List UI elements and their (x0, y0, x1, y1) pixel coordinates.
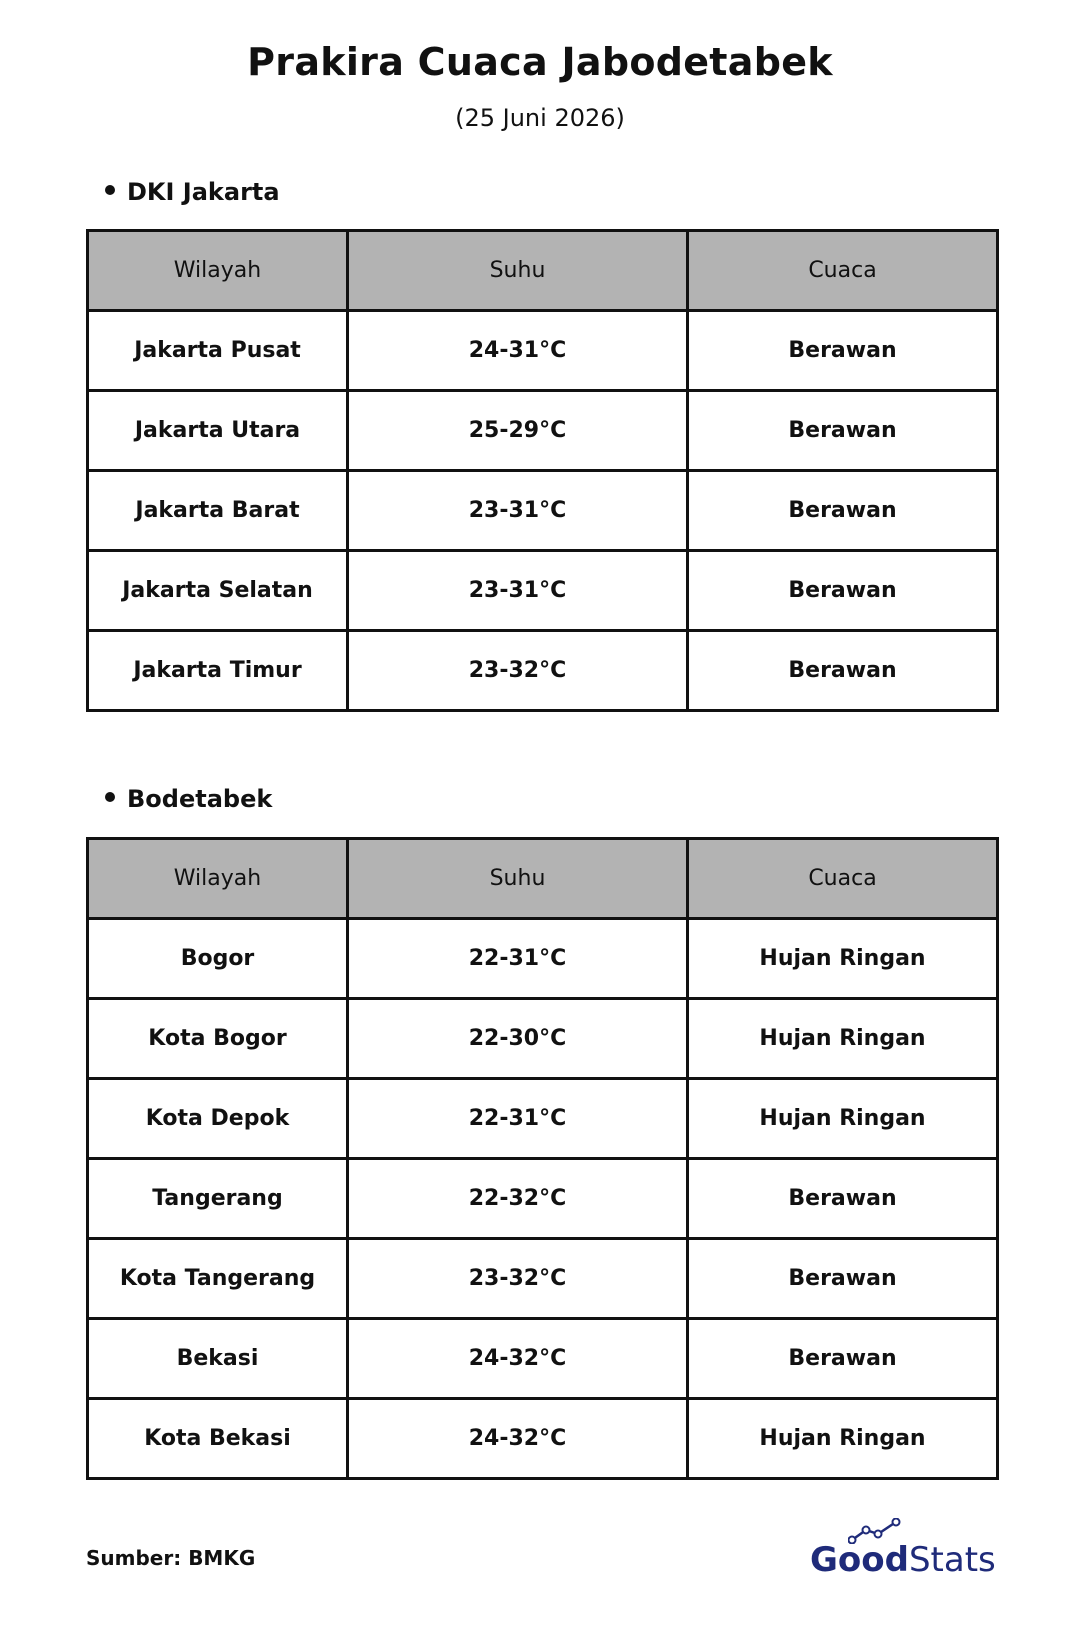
cell-wilayah: Jakarta Pusat (88, 311, 348, 391)
cell-cuaca: Berawan (688, 391, 998, 471)
section-heading-bodetabek (105, 785, 272, 813)
column-header-wilayah: Wilayah (88, 231, 348, 311)
cell-suhu: 22-30°C (348, 999, 688, 1079)
cell-cuaca: Berawan (688, 471, 998, 551)
cell-cuaca: Hujan Ringan (688, 1079, 998, 1159)
cell-cuaca: Berawan (688, 631, 998, 711)
cell-suhu: 24-32°C (348, 1319, 688, 1399)
table-row (88, 471, 998, 551)
table-row (88, 919, 998, 999)
table-row (88, 1239, 998, 1319)
weather-table-dki-jakarta (86, 229, 999, 712)
table-row (88, 391, 998, 471)
source-note: Sumber: BMKG (86, 1546, 256, 1570)
cell-suhu: 24-32°C (348, 1399, 688, 1479)
table-row (88, 1399, 998, 1479)
page-title: Prakira Cuaca Jabodetabek (247, 40, 833, 84)
section-heading-label: DKI Jakarta (127, 178, 280, 206)
cell-wilayah: Jakarta Selatan (88, 551, 348, 631)
cell-suhu: 24-31°C (348, 311, 688, 391)
table-row (88, 311, 998, 391)
cell-wilayah: Kota Tangerang (88, 1239, 348, 1319)
cell-wilayah: Bekasi (88, 1319, 348, 1399)
logo-text-good: Good (810, 1540, 909, 1580)
section-heading-label: Bodetabek (127, 785, 273, 813)
cell-suhu: 23-32°C (348, 631, 688, 711)
logo-wordmark (810, 1540, 996, 1580)
section-heading-dki-jakarta (105, 178, 280, 206)
bullet-icon (105, 792, 115, 802)
cell-cuaca: Berawan (688, 311, 998, 391)
column-header-cuaca: Cuaca (688, 839, 998, 919)
column-header-suhu: Suhu (348, 231, 688, 311)
cell-wilayah: Kota Bogor (88, 999, 348, 1079)
cell-suhu: 22-31°C (348, 1079, 688, 1159)
table-row (88, 1159, 998, 1239)
table-row (88, 1079, 998, 1159)
table-row (88, 631, 998, 711)
cell-cuaca: Hujan Ringan (688, 919, 998, 999)
cell-wilayah: Jakarta Utara (88, 391, 348, 471)
column-header-cuaca: Cuaca (688, 231, 998, 311)
table-header-row (88, 231, 998, 311)
cell-wilayah: Bogor (88, 919, 348, 999)
cell-suhu: 23-31°C (348, 471, 688, 551)
cell-wilayah: Tangerang (88, 1159, 348, 1239)
page-subtitle-date: (25 Juni 2026) (455, 104, 625, 132)
cell-suhu: 23-31°C (348, 551, 688, 631)
column-header-suhu: Suhu (348, 839, 688, 919)
cell-wilayah: Jakarta Timur (88, 631, 348, 711)
cell-suhu: 23-32°C (348, 1239, 688, 1319)
cell-wilayah: Kota Bekasi (88, 1399, 348, 1479)
table-row (88, 551, 998, 631)
cell-suhu: 25-29°C (348, 391, 688, 471)
weather-table-bodetabek (86, 837, 999, 1480)
cell-suhu: 22-32°C (348, 1159, 688, 1239)
cell-suhu: 22-31°C (348, 919, 688, 999)
cell-cuaca: Berawan (688, 1239, 998, 1319)
logo-text-stats: Stats (908, 1540, 996, 1580)
cell-cuaca: Berawan (688, 1319, 998, 1399)
cell-cuaca: Hujan Ringan (688, 999, 998, 1079)
cell-cuaca: Berawan (688, 551, 998, 631)
table-header-row (88, 839, 998, 919)
column-header-wilayah: Wilayah (88, 839, 348, 919)
bullet-icon (105, 185, 115, 195)
cell-cuaca: Berawan (688, 1159, 998, 1239)
goodstats-logo (810, 1518, 996, 1580)
cell-wilayah: Jakarta Barat (88, 471, 348, 551)
table-row (88, 1319, 998, 1399)
table-row (88, 999, 998, 1079)
cell-cuaca: Hujan Ringan (688, 1399, 998, 1479)
cell-wilayah: Kota Depok (88, 1079, 348, 1159)
